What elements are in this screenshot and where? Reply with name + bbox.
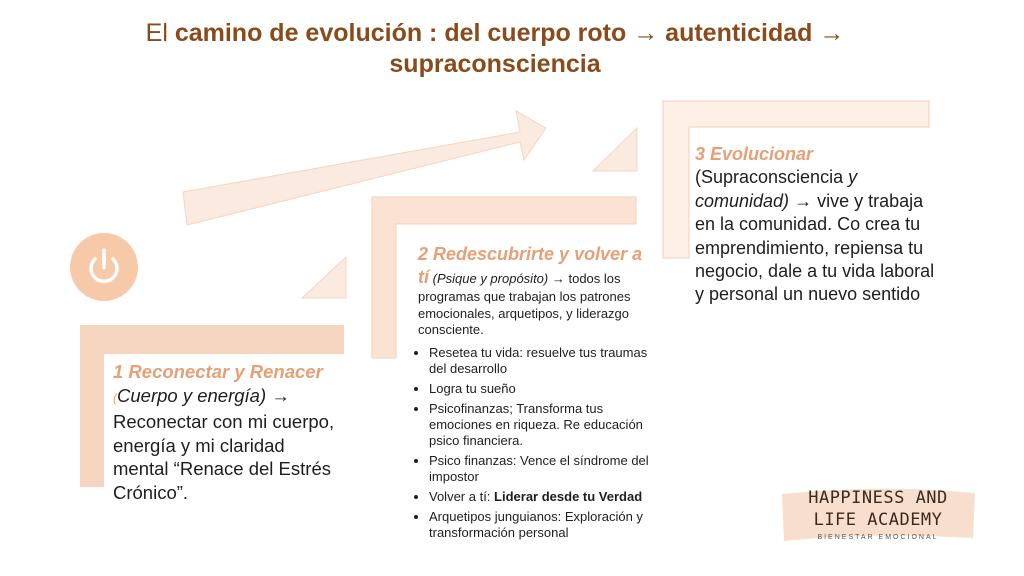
step2-bullet-list xyxy=(418,345,658,541)
title-prefix: El xyxy=(145,19,175,47)
step3-body: → vive y trabaja en la comunidad. Co crea tu emprendimiento, repiensa tu negocio, dale a tu vida laboral y personal un nuevo sentido xyxy=(695,190,935,305)
list-item: • Psicofinanzas; Transforma tus emociones en riqueza. Re educación psico financiera. xyxy=(429,401,658,449)
step-triangle-1 xyxy=(302,257,346,298)
step1-body: → Reconectar con mi cuerpo, energía y mi claridad mental “Renace del Estrés Crónico”. xyxy=(113,384,335,503)
title-main: camino de evolución : del cuerpo roto → autenticidad → supraconsciencia xyxy=(174,19,845,78)
list-item-verdad xyxy=(429,489,658,505)
logo-line2: LIFE ACADEMY xyxy=(813,510,943,530)
step2-text xyxy=(418,243,658,545)
step3-italic: y comunidad) xyxy=(695,167,858,211)
verdad-bold: Liderar desde tu Verdad xyxy=(494,488,643,504)
logo-line1: HAPPINESS AND xyxy=(808,488,948,508)
step3-text xyxy=(695,143,935,307)
list-item: • Arquetipos junguianos: Exploración y transformación personal xyxy=(429,509,658,541)
page-title xyxy=(70,18,920,80)
logo-tagline: BIENESTAR EMOCIONAL xyxy=(817,534,939,541)
power-icon xyxy=(70,233,138,301)
step1-heading: 1 Reconectar y Renacer xyxy=(113,361,323,382)
step3-heading: 3 Evolucionar xyxy=(695,144,814,164)
list-item: • Resetea tu vida: resuelve tus traumas del desarrollo xyxy=(429,345,658,377)
step2-body: → todos los programas que trabajan los patrones emocionales, arquetipos, y liderazgo consciente. xyxy=(418,271,631,337)
step-triangle-2 xyxy=(593,128,637,171)
step1-paren: ( xyxy=(113,390,117,405)
step2-heading: 2 Redescubrirte y volver a tí xyxy=(418,244,643,287)
step2-subtitle: (Psique y propósito) xyxy=(432,271,549,286)
step1-subtitle: Cuerpo y energía) xyxy=(117,384,267,406)
list-item: • Logra tu sueño xyxy=(429,381,658,397)
list-item: • Psico finanzas: Vence el síndrome del impostor xyxy=(429,453,658,485)
verdad-prefix: Volver a tí: xyxy=(429,488,495,504)
logo xyxy=(778,487,978,541)
step3-paren: (Supraconsciencia xyxy=(695,167,849,188)
step1-text xyxy=(113,360,343,504)
